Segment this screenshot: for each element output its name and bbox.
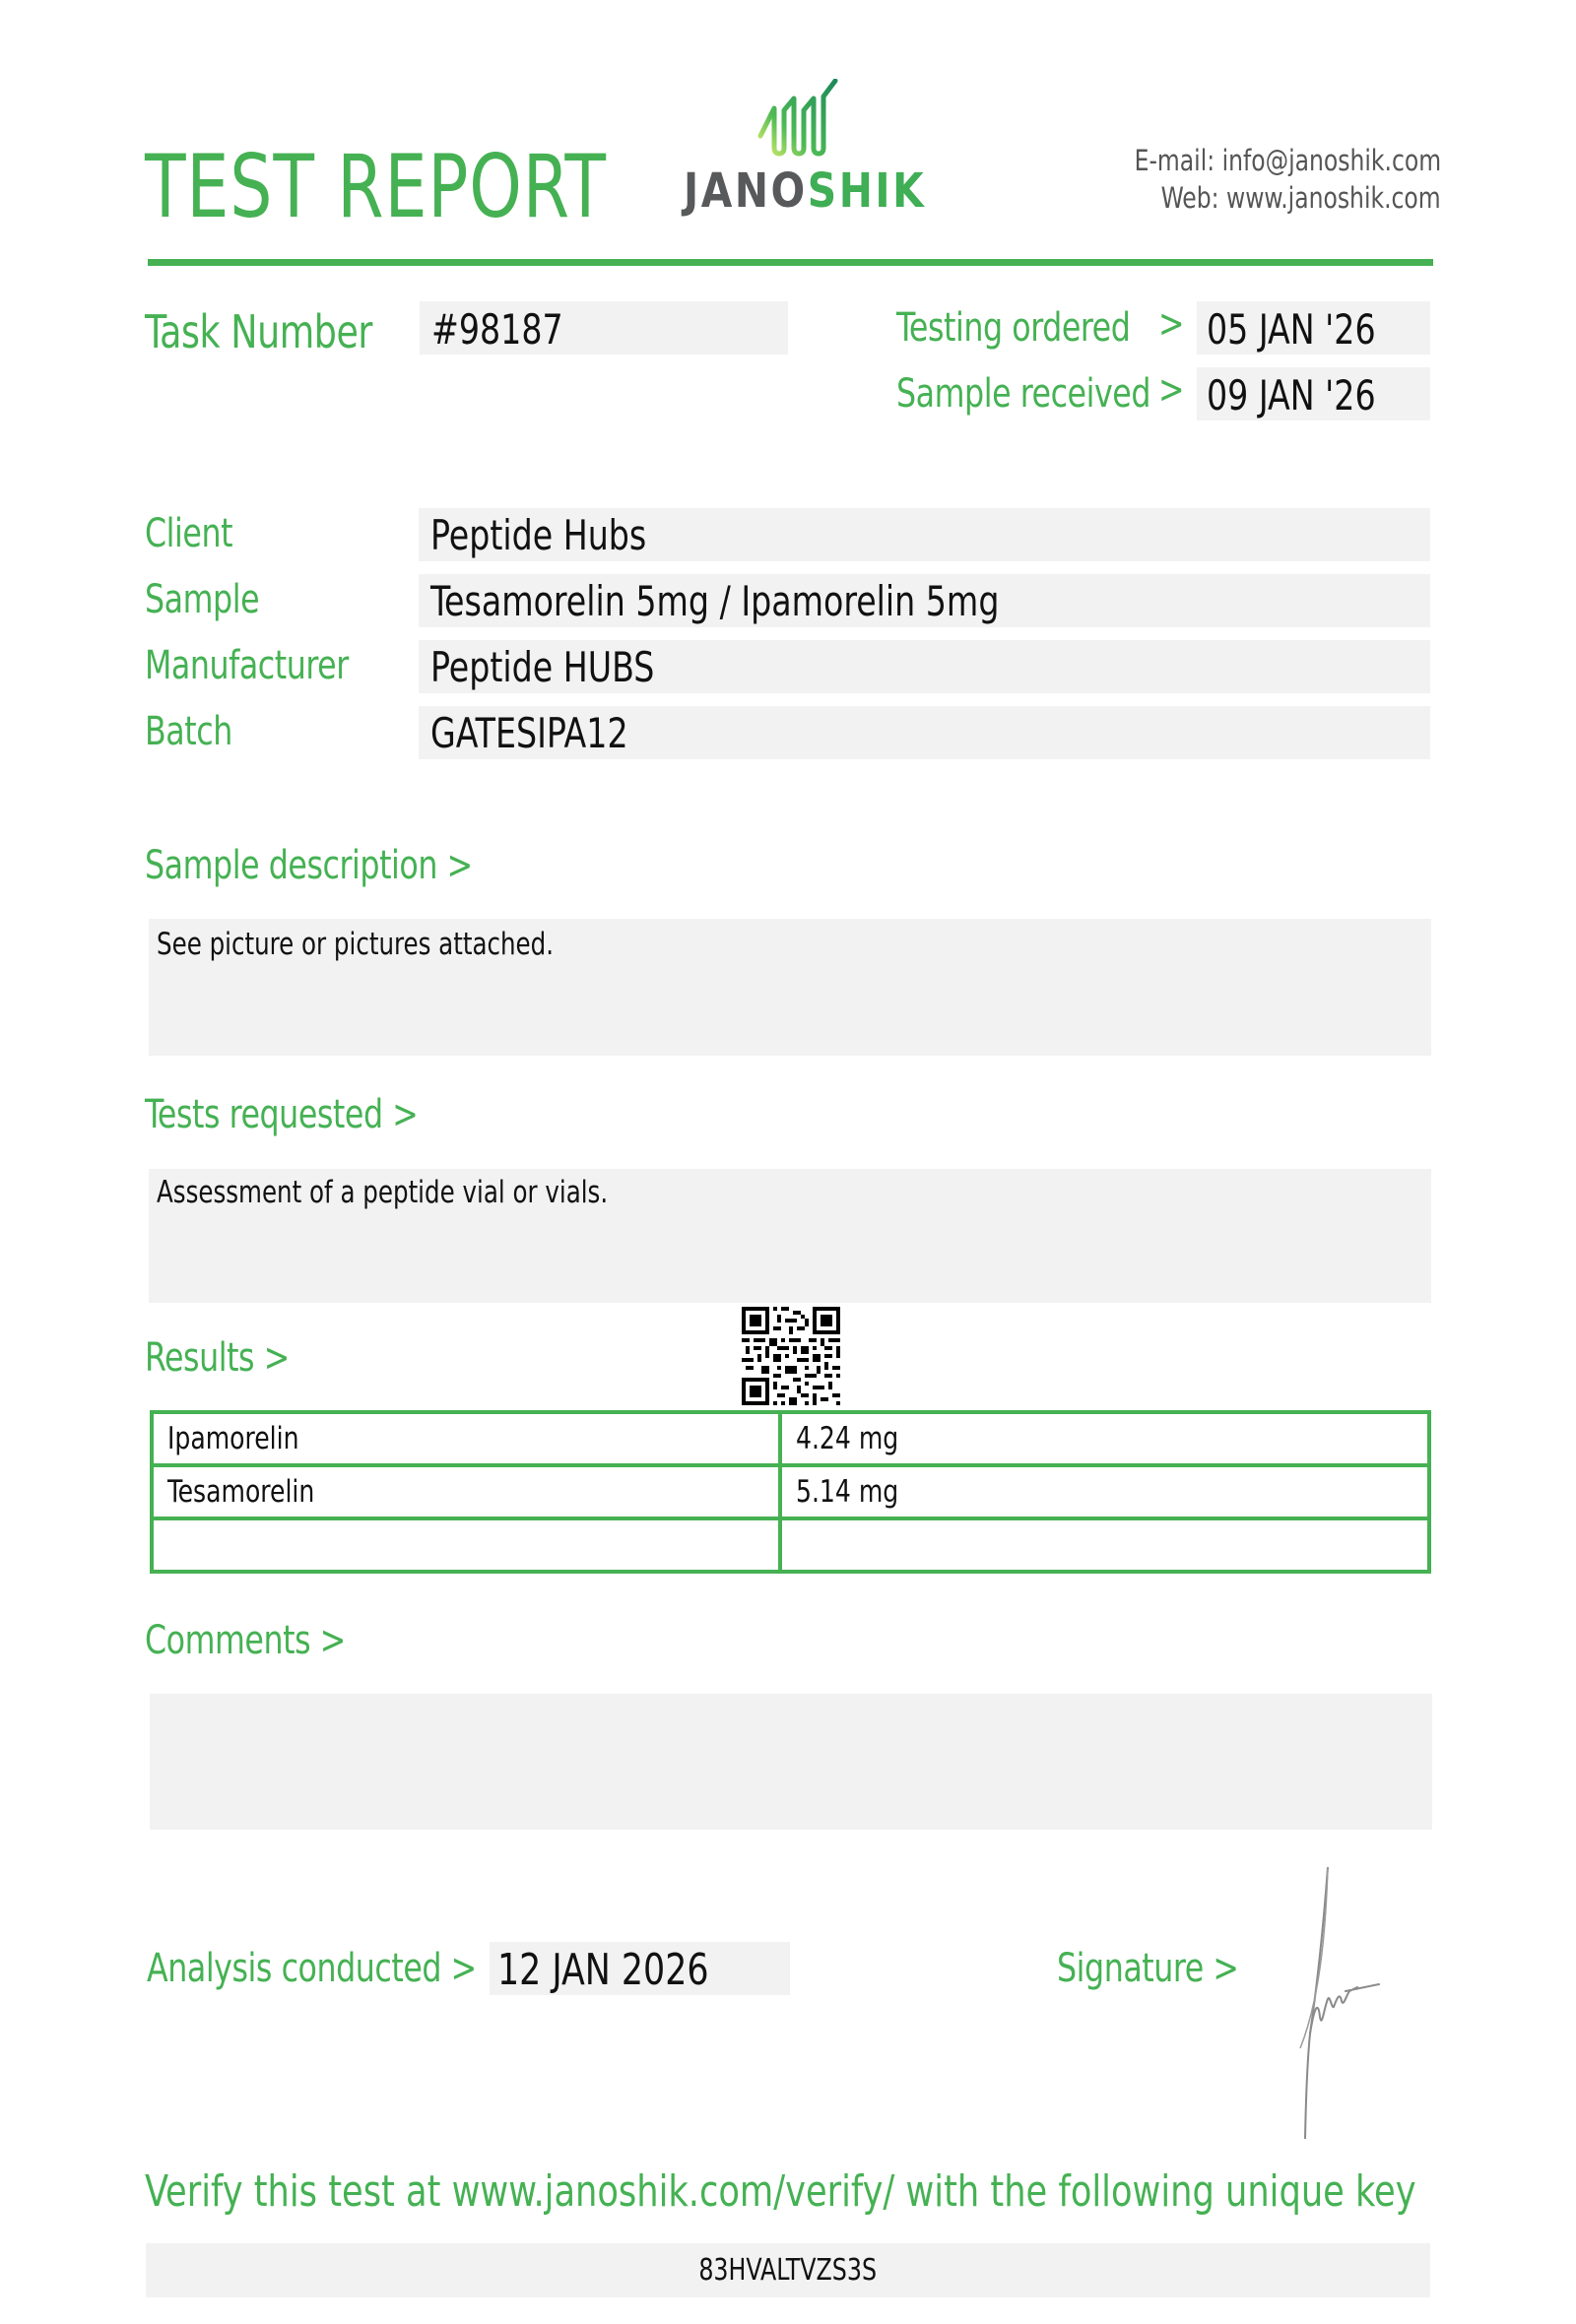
tests-requested-box bbox=[149, 1169, 1431, 1303]
amount-value: 5.14 mg bbox=[796, 1474, 899, 1510]
comments-heading: Comments > bbox=[145, 1618, 346, 1663]
substance-cell bbox=[152, 1412, 780, 1465]
logo-text-jano: JANO bbox=[684, 163, 808, 219]
results-table bbox=[150, 1410, 1431, 1574]
testing-ordered-field bbox=[1197, 301, 1430, 355]
janoshik-chart-logo-icon bbox=[756, 79, 855, 158]
client-label: Client bbox=[145, 511, 233, 556]
sample-description-heading: Sample description > bbox=[145, 843, 473, 888]
manufacturer-field bbox=[419, 640, 1430, 693]
table-row bbox=[152, 1465, 1429, 1518]
sample-received-label: Sample received bbox=[896, 371, 1150, 417]
report-title: TEST REPORT bbox=[145, 136, 607, 237]
tests-requested-text: Assessment of a peptide vial or vials. bbox=[157, 1175, 609, 1210]
contact-email: E-mail: info@janoshik.com bbox=[1134, 144, 1441, 177]
amount-cell bbox=[780, 1412, 1429, 1465]
contact-web: Web: www.janoshik.com bbox=[1160, 181, 1441, 215]
sample-description-box bbox=[149, 919, 1431, 1056]
task-number-value: #98187 bbox=[431, 305, 563, 354]
batch-value: GATESIPA12 bbox=[430, 709, 628, 757]
task-number-label: Task Number bbox=[145, 305, 372, 358]
analysis-conducted-label: Analysis conducted > bbox=[147, 1946, 477, 1991]
verification-key: 83HVALTVZS3S bbox=[698, 2253, 878, 2288]
batch-label: Batch bbox=[145, 709, 232, 754]
sample-received-value: 09 JAN '26 bbox=[1207, 371, 1376, 420]
amount-cell bbox=[780, 1465, 1429, 1518]
header-divider bbox=[148, 259, 1433, 266]
sample-field bbox=[419, 574, 1430, 627]
sample-received-field bbox=[1197, 367, 1430, 420]
client-value: Peptide Hubs bbox=[430, 511, 647, 559]
sample-value: Tesamorelin 5mg / Ipamorelin 5mg bbox=[430, 577, 1000, 625]
verify-instructions: Verify this test at www.janoshik.com/verify/ with the following unique key bbox=[145, 2166, 1416, 2217]
manufacturer-value: Peptide HUBS bbox=[430, 643, 655, 691]
signature-label: Signature > bbox=[1057, 1946, 1239, 1991]
results-heading: Results > bbox=[145, 1335, 290, 1381]
manufacturer-label: Manufacturer bbox=[145, 643, 349, 688]
testing-ordered-label: Testing ordered bbox=[896, 305, 1131, 351]
substance-name: Ipamorelin bbox=[167, 1421, 299, 1456]
sample-label: Sample bbox=[145, 577, 260, 622]
tests-requested-heading: Tests requested > bbox=[145, 1092, 419, 1137]
batch-field bbox=[419, 706, 1430, 759]
janoshik-logo bbox=[678, 79, 927, 219]
amount-cell bbox=[780, 1518, 1429, 1572]
comments-box bbox=[150, 1694, 1432, 1830]
substance-name: Tesamorelin bbox=[167, 1474, 315, 1510]
verification-key-box bbox=[146, 2243, 1430, 2297]
task-number-field bbox=[420, 301, 788, 355]
analysis-conducted-value: 12 JAN 2026 bbox=[497, 1945, 709, 1995]
testing-ordered-arrow: > bbox=[1158, 301, 1185, 347]
analysis-conducted-field bbox=[490, 1942, 790, 1995]
substance-cell bbox=[152, 1518, 780, 1572]
amount-value: 4.24 mg bbox=[796, 1421, 899, 1456]
client-field bbox=[419, 508, 1430, 561]
table-row bbox=[152, 1412, 1429, 1465]
sample-description-text: See picture or pictures attached. bbox=[157, 927, 555, 962]
sample-received-arrow: > bbox=[1158, 367, 1185, 413]
testing-ordered-value: 05 JAN '26 bbox=[1207, 305, 1376, 354]
signature-icon bbox=[1280, 1861, 1399, 2147]
table-row bbox=[152, 1518, 1429, 1572]
qr-code-icon bbox=[742, 1307, 840, 1405]
substance-cell bbox=[152, 1465, 780, 1518]
logo-text-shik: SHIK bbox=[807, 163, 927, 219]
